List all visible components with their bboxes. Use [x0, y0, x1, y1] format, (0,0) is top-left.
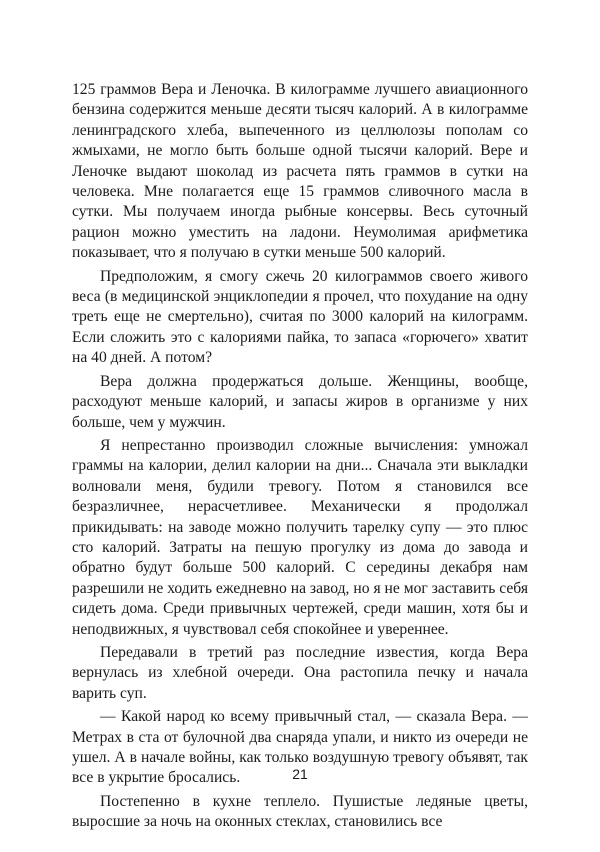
- paragraph-1: 125 граммов Вера и Леночка. В килограмме лучшего авиационного бензина содержится меньше десяти тысяч калорий. А в килограмме ленинградского хлеба, выпеченного из целлюлозы пополам со жмыхами, не могло быть больше одной тысячи калорий. Вере и Леночке выдают шоколад из расчета пять граммов в сутки на человека. Мне полагается еще 15 граммов сливочного масла в сутки. Мы получаем иногда рыбные консервы. Весь суточный рацион можно уместить на ладони. Неумолимая арифметика показывает, что я получаю в сутки меньше 500 калорий.: [72, 81, 528, 262]
- paragraph-2: Предположим, я смогу сжечь 20 килограммов своего живого веса (в медицинской энциклопедии я прочел, что похудание на одну треть еще не смертельно), считая по 3000 калорий на килограмм. Если сложить это с калориями пайка, то запаса «горючего» хватит на 40 дней. А потом?: [72, 267, 528, 367]
- paragraph-3: Вера должна продержаться дольше. Женщины, вообще, расходуют меньше калорий, и запасы жиров в организме у них больше, чем у мужчин.: [72, 372, 528, 431]
- paragraph-6: — Какой народ ко всему привычный стал, — сказала Вера. — Метрах в ста от булочной два снаряда упали, и никто из очереди не ушел. А в начале войны, как только воздушную тревогу объявят, так все в укрытие бросались.: [72, 708, 528, 787]
- page-number: 21: [292, 766, 308, 782]
- page-body: [72, 80, 528, 833]
- paragraph-4: Я непрестанно производил сложные вычисления: умножал граммы на калории, делил калории на дни... Сначала эти выкладки волновали меня, будили тревогу. Потом я становился все безразличнее, нерасчетливее. Механически я продолжал прикидывать: на заводе можно получить тарелку супу — это плюс сто калорий. Затраты на пешую прогулку из дома до завода и обратно будут больше 500 калорий. С середины декабря нам разрешили не ходить ежедневно на завод, но я не мог заставить себя сидеть дома. Среди привычных чертежей, среди машин, хотя бы и неподвижных, я чувствовал себя спокойнее и увереннее.: [72, 436, 528, 638]
- paragraph-7: Постепенно в кухне теплело. Пушистые ледяные цветы, выросшие за ночь на оконных стеклах, становились все: [72, 792, 528, 831]
- paragraph-5: Передавали в третий раз последние известия, когда Вера вернулась из хлебной очереди. Она растопила печку и начала варить суп.: [72, 643, 528, 702]
